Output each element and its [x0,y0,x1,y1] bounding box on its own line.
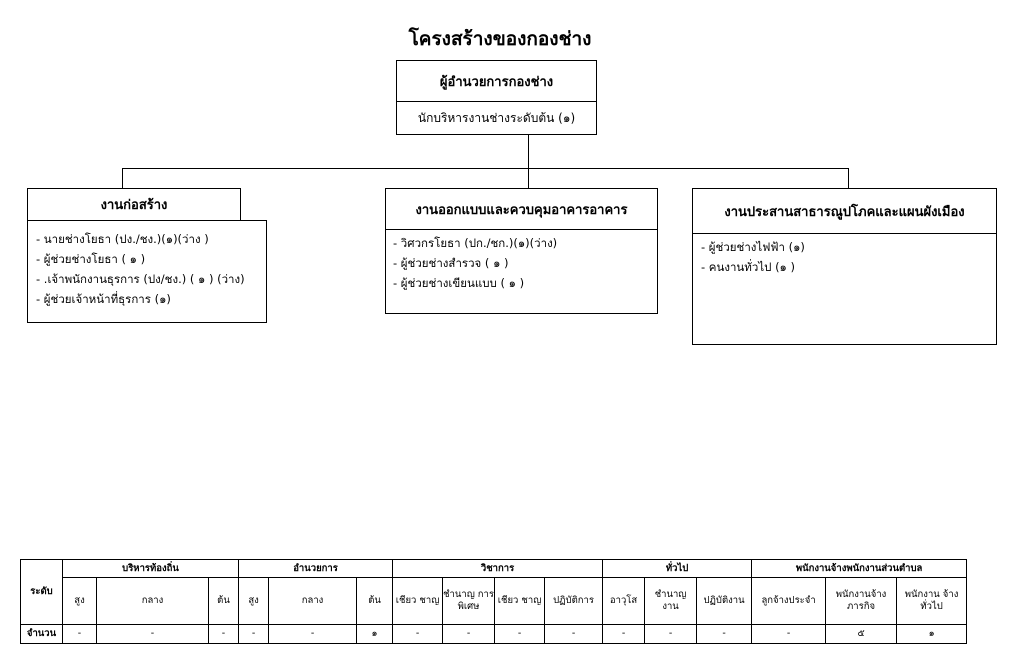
column-header: อาวุโส [603,578,645,625]
column-header: ปฏิบัติงาน [697,578,752,625]
column-header: เชียว ชาญ [495,578,545,625]
column-header: ต้น [209,578,239,625]
count-cell: - [269,625,357,644]
column-header: ปฏิบัติการ [545,578,603,625]
column-header: ลูกจ้างประจำ [752,578,826,625]
dept-utilities-planning-title: งานประสานสาธารณูปโภคและแผนผังเมือง [693,189,996,234]
count-cell: - [645,625,697,644]
count-cell: - [239,625,269,644]
count-cell: - [495,625,545,644]
column-header: กลาง [269,578,357,625]
dept-construction-item: - .เจ้าพนักงานธุรการ (ปง/ชง.) ( ๑ ) (ว่าง) [36,272,245,286]
connector-drop-center [528,168,529,188]
dept-construction-item: - นายช่างโยธา (ปง./ชง.)(๑)(ว่าง ) [36,232,209,246]
head-box [396,60,597,135]
dept-design-control-title: งานออกแบบและควบคุมอาคารอาคาร [386,189,657,230]
staffing-table [20,559,967,644]
column-header: ชำนาญ งาน [645,578,697,625]
column-header: เชียว ชาญ [393,578,443,625]
column-header: ต้น [357,578,393,625]
column-header: พนักงานจ้าง ภารกิจ [826,578,897,625]
connector-drop-left [122,168,123,188]
dept-design-control [385,188,658,314]
dept-construction-item: - ผู้ช่วยเจ้าหน้าที่ธุรการ (๑) [36,292,171,306]
column-header: ชำนาญ การ พิเศษ [443,578,495,625]
count-cell: ๕ [826,625,897,644]
count-cell: - [97,625,209,644]
group-employees: พนักงานจ้างพนักงานส่วนตำบล [752,560,967,578]
head-box-title: ผู้อำนวยการกองช่าง [397,61,596,102]
count-cell: - [209,625,239,644]
dept-construction-item: - ผู้ช่วยช่างโยธา ( ๑ ) [36,252,146,266]
group-director: อำนวยการ [239,560,393,578]
connector-vertical-main [528,135,529,169]
connector-horizontal [122,168,848,169]
count-cell: - [443,625,495,644]
column-header: กลาง [97,578,209,625]
group-academic: วิชาการ [393,560,603,578]
count-cell: - [63,625,97,644]
dept-design-control-item: - ผู้ช่วยช่างสำรวจ ( ๑ ) [393,256,509,270]
count-cell: - [545,625,603,644]
dept-utilities-planning [692,188,997,345]
dept-utilities-planning-item: - ผู้ช่วยช่างไฟฟ้า (๑) [701,240,805,254]
count-cell: - [752,625,826,644]
group-general: ทั่วไป [603,560,752,578]
column-header: สูง [63,578,97,625]
count-label: จำนวน [21,625,63,644]
count-cell: ๑ [357,625,393,644]
count-cell: - [603,625,645,644]
dept-design-control-item: - ผู้ช่วยช่างเขียนแบบ ( ๑ ) [393,276,525,290]
level-header: ระดับ [21,560,63,625]
dept-construction-title: งานก่อสร้าง [27,188,241,221]
connector-drop-right [848,168,849,188]
count-cell: ๑ [897,625,967,644]
count-cell: - [697,625,752,644]
head-box-subtitle: นักบริหารงานช่างระดับต้น (๑) [417,111,576,125]
column-header: สูง [239,578,269,625]
dept-utilities-planning-item: - คนงานทั่วไป (๑ ) [701,260,795,274]
column-header: พนักงาน จ้างทั่วไป [897,578,967,625]
count-cell: - [393,625,443,644]
group-local-admin: บริหารท้องถิ่น [63,560,239,578]
chart-title: โครงสร้างของกองช่าง [408,28,592,50]
dept-design-control-item: - วิศวกรโยธา (ปก./ชก.)(๑)(ว่าง) [393,236,558,250]
dept-construction-body [27,220,267,323]
